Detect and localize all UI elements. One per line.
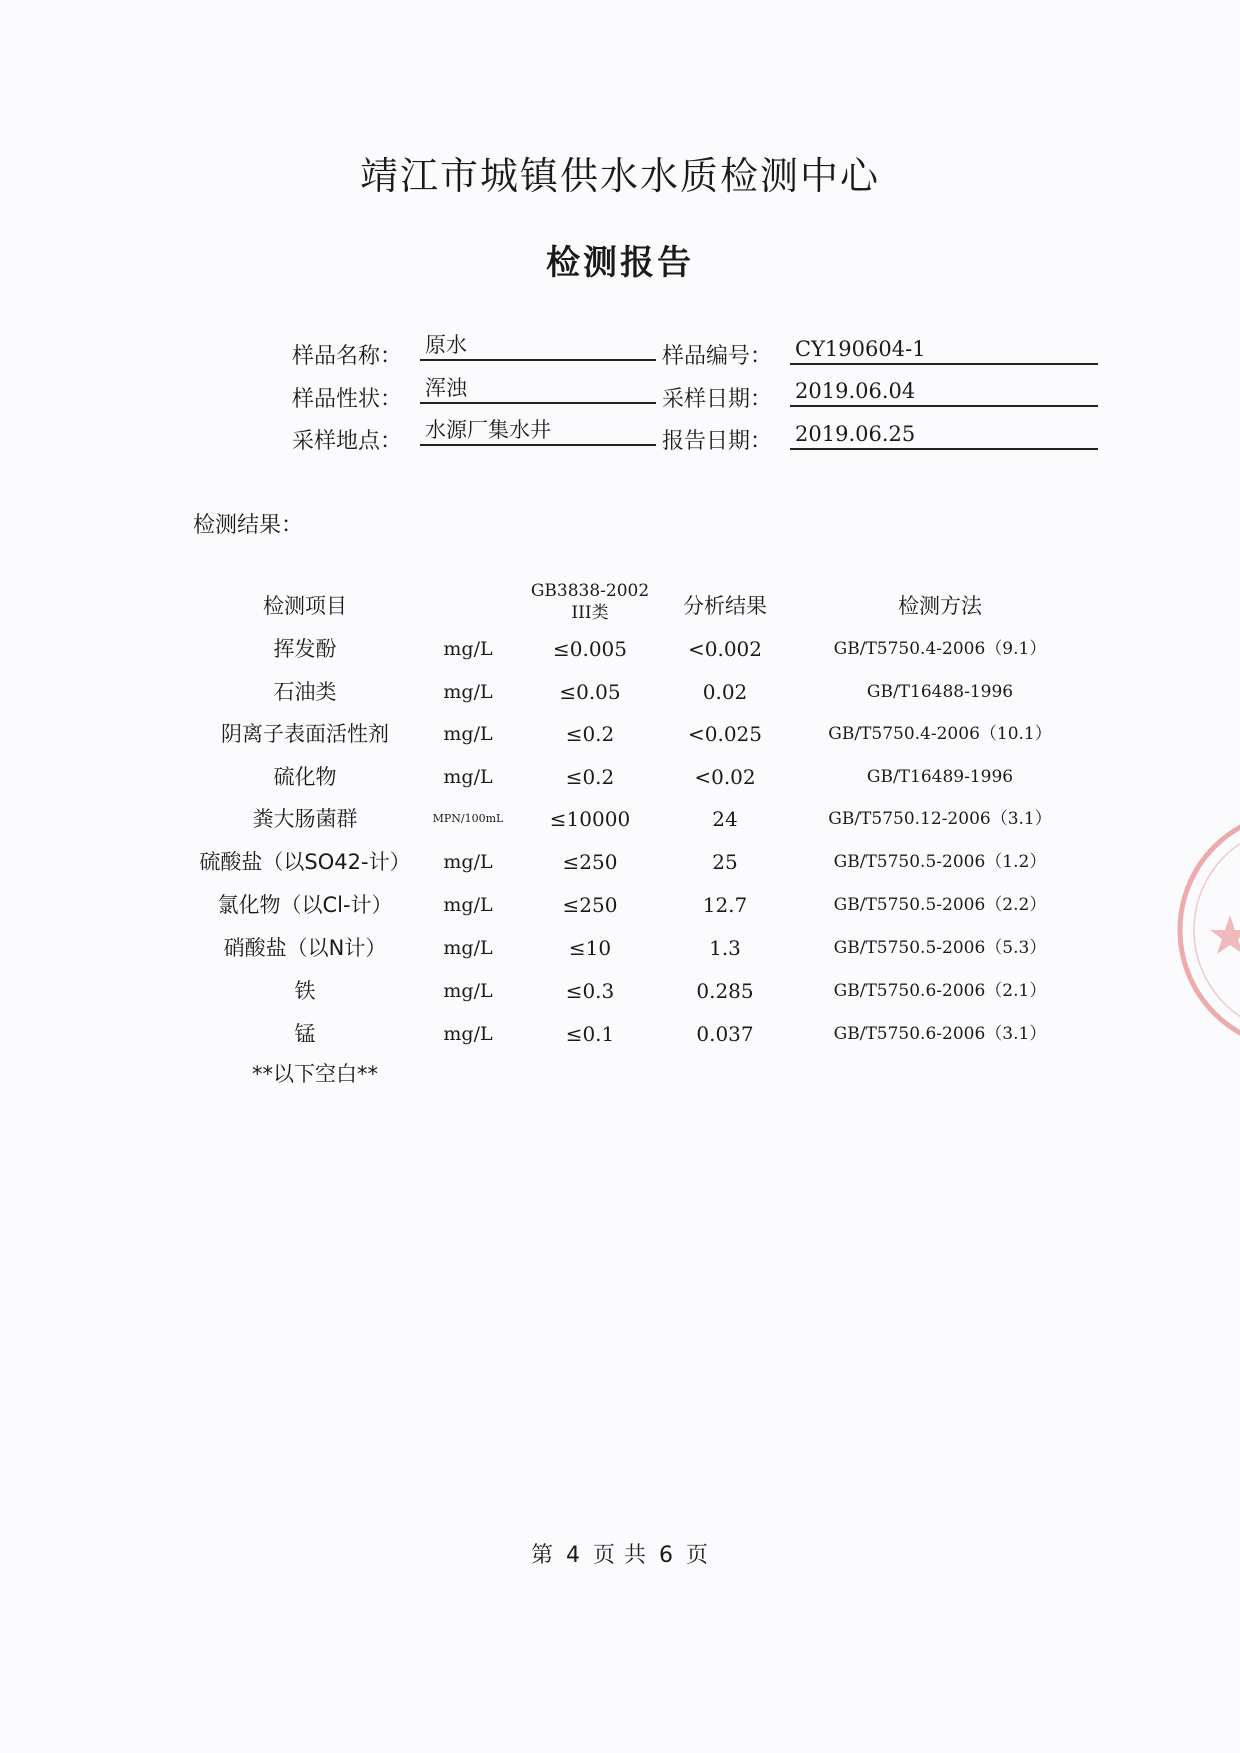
item-cell: 锰 bbox=[294, 1022, 316, 1046]
standard-cell: ≤250 bbox=[562, 893, 618, 917]
unit-cell: mg/L bbox=[443, 1023, 493, 1045]
method-cell: GB/T16489-1996 bbox=[866, 767, 1014, 787]
unit-cell: mg/L bbox=[443, 681, 493, 703]
item-cell: 阴离子表面活性剂 bbox=[221, 722, 389, 746]
table-row bbox=[0, 672, 1240, 712]
item-cell: 石油类 bbox=[273, 680, 337, 704]
method-cell: GB/T5750.5-2006（1.2） bbox=[833, 852, 1047, 872]
result-cell: <0.02 bbox=[694, 765, 756, 789]
result-cell: <0.002 bbox=[687, 637, 762, 661]
unit-cell: mg/L bbox=[443, 766, 493, 788]
standard-cell: ≤0.005 bbox=[552, 637, 627, 661]
blank-note: **以下空白** bbox=[252, 1062, 378, 1086]
table-row bbox=[0, 842, 1240, 882]
table-row bbox=[0, 629, 1240, 669]
unit-cell: mg/L bbox=[443, 980, 493, 1002]
sampling-date-value: 2019.06.04 bbox=[790, 379, 1098, 407]
header-standard-line2: III类 bbox=[571, 603, 609, 623]
item-cell: 铁 bbox=[294, 979, 316, 1003]
page-total: 6 bbox=[659, 1543, 674, 1568]
result-cell: 0.285 bbox=[696, 979, 754, 1003]
result-cell: <0.025 bbox=[687, 722, 762, 746]
method-cell: GB/T5750.12-2006（3.1） bbox=[828, 809, 1052, 829]
standard-cell: ≤10 bbox=[568, 936, 612, 960]
unit-cell: mg/L bbox=[443, 851, 493, 873]
header-method: 检测方法 bbox=[898, 594, 982, 618]
unit-cell: mg/L bbox=[443, 723, 493, 745]
page-current: 4 bbox=[566, 1543, 581, 1568]
standard-cell: ≤0.05 bbox=[559, 680, 621, 704]
method-cell: GB/T5750.6-2006（2.1） bbox=[833, 981, 1047, 1001]
standard-cell: ≤0.3 bbox=[565, 979, 615, 1003]
sample-number-value: CY190604-1 bbox=[790, 337, 1098, 365]
page-suffix: 页 bbox=[686, 1543, 710, 1568]
standard-cell: ≤10000 bbox=[549, 807, 631, 831]
doc-title: 检测报告 bbox=[546, 243, 694, 283]
header-item: 检测项目 bbox=[263, 594, 347, 618]
item-cell: 粪大肠菌群 bbox=[252, 807, 358, 831]
page-footer bbox=[0, 1538, 1240, 1569]
sampling-location-label: 采样地点： bbox=[292, 429, 403, 454]
method-cell: GB/T5750.5-2006（5.3） bbox=[833, 938, 1047, 958]
table-row bbox=[0, 799, 1240, 839]
item-cell: 硫化物 bbox=[273, 765, 337, 789]
result-cell: 1.3 bbox=[709, 936, 741, 960]
method-cell: GB/T5750.5-2006（2.2） bbox=[833, 895, 1047, 915]
item-cell: 氯化物（以Cl-计） bbox=[217, 893, 393, 917]
result-cell: 12.7 bbox=[702, 893, 748, 917]
unit-cell: mg/L bbox=[443, 894, 493, 916]
table-row bbox=[0, 714, 1240, 754]
report-date-label: 报告日期： bbox=[662, 429, 773, 454]
result-cell: 0.02 bbox=[702, 680, 748, 704]
official-seal bbox=[1168, 800, 1240, 1064]
header-standard-line1: GB3838-2002 bbox=[530, 581, 650, 601]
sampling-location-value: 水源厂集水井 bbox=[420, 418, 656, 446]
table-row bbox=[0, 928, 1240, 968]
table-row bbox=[0, 757, 1240, 797]
standard-cell: ≤0.1 bbox=[565, 1022, 615, 1046]
header-result: 分析结果 bbox=[683, 594, 767, 618]
sample-property-label: 样品性状： bbox=[292, 387, 403, 412]
item-cell: 硝酸盐（以N计） bbox=[223, 936, 387, 960]
header-standard bbox=[510, 580, 670, 624]
page-prefix: 第 bbox=[530, 1543, 554, 1568]
unit-cell: mg/L bbox=[443, 638, 493, 660]
result-cell: 0.037 bbox=[696, 1022, 754, 1046]
unit-cell: MPN/100mL bbox=[432, 812, 504, 825]
sample-name-value: 原水 bbox=[420, 333, 656, 361]
standard-cell: ≤250 bbox=[562, 850, 618, 874]
sampling-date-label: 采样日期： bbox=[662, 387, 773, 412]
org-title: 靖江市城镇供水水质检测中心 bbox=[359, 154, 880, 198]
standard-cell: ≤0.2 bbox=[565, 765, 615, 789]
seal-stamp-icon bbox=[1168, 800, 1240, 1060]
item-cell: 硫酸盐（以SO42-计） bbox=[199, 850, 411, 874]
method-cell: GB/T16488-1996 bbox=[866, 682, 1014, 702]
method-cell: GB/T5750.4-2006（10.1） bbox=[828, 724, 1052, 744]
sample-number-label: 样品编号： bbox=[662, 344, 773, 369]
result-cell: 24 bbox=[712, 807, 738, 831]
item-cell: 挥发酚 bbox=[273, 637, 337, 661]
sample-name-label: 样品名称： bbox=[292, 344, 403, 369]
unit-cell: mg/L bbox=[443, 937, 493, 959]
table-row bbox=[0, 971, 1240, 1011]
result-cell: 25 bbox=[712, 850, 738, 874]
method-cell: GB/T5750.4-2006（9.1） bbox=[833, 639, 1047, 659]
table-row bbox=[0, 885, 1240, 925]
standard-cell: ≤0.2 bbox=[565, 722, 615, 746]
report-date-value: 2019.06.25 bbox=[790, 422, 1098, 450]
table-row bbox=[0, 1014, 1240, 1054]
sample-property-value: 浑浊 bbox=[420, 376, 656, 404]
method-cell: GB/T5750.6-2006（3.1） bbox=[833, 1024, 1047, 1044]
page-mid: 页 共 bbox=[593, 1543, 647, 1568]
results-section-title: 检测结果： bbox=[193, 513, 304, 538]
